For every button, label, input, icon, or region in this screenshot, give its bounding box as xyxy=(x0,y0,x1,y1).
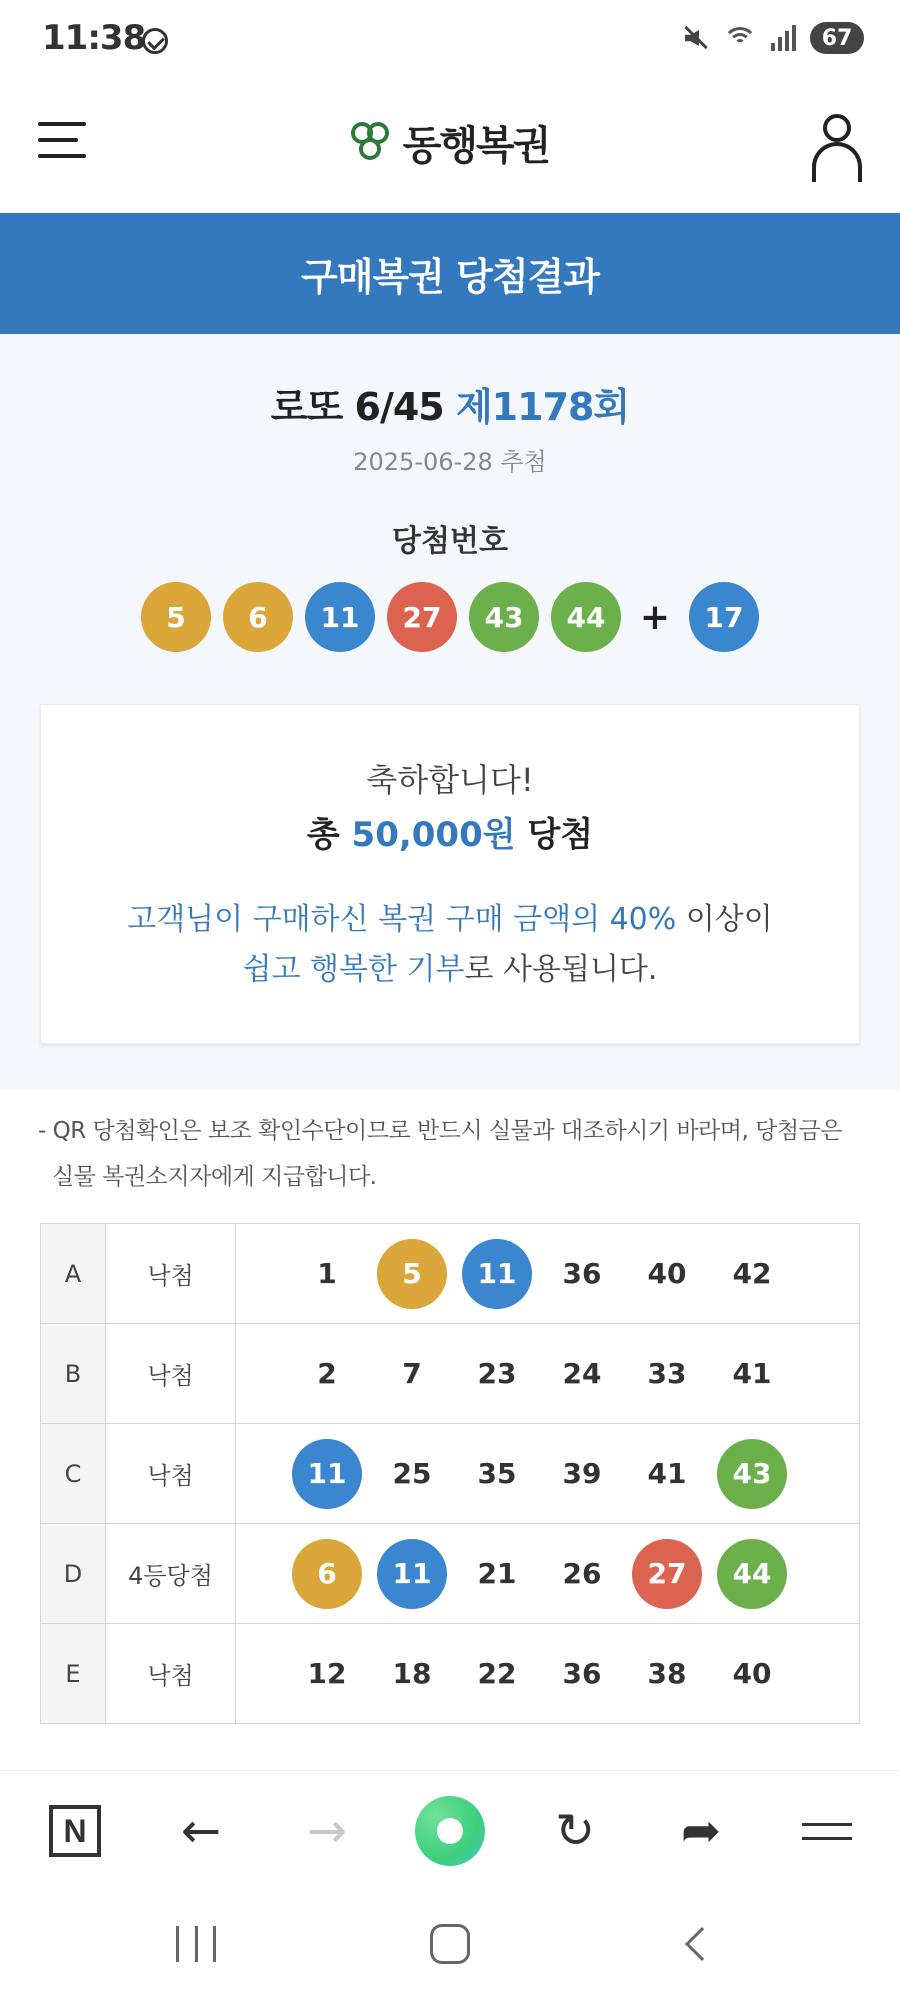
share-icon: ➦ xyxy=(680,1803,722,1859)
signal-icon xyxy=(771,25,796,51)
winning-number-ball: 27 xyxy=(387,582,457,652)
ticket-number: 35 xyxy=(477,1457,517,1490)
back-nav-icon[interactable] xyxy=(685,1927,719,1961)
ticket-number-matched: 43 xyxy=(717,1439,787,1509)
naver-n-icon: N xyxy=(49,1805,101,1857)
ticket-number: 25 xyxy=(392,1457,432,1490)
clover-logo-icon xyxy=(351,120,395,166)
status-icons xyxy=(681,22,864,54)
ticket-label: E xyxy=(41,1624,106,1724)
ticket-result: 낙첨 xyxy=(106,1224,236,1324)
browser-menu-button[interactable] xyxy=(792,1799,862,1863)
ticket-number: 38 xyxy=(647,1657,687,1690)
ticket-number: 2 xyxy=(317,1357,337,1390)
notice-line-1: - QR 당첨확인은 보조 확인수단이므로 반드시 실물과 대조하시기 바라며, 당첨금은 xyxy=(38,1118,842,1144)
ticket-number-matched: 11 xyxy=(377,1539,447,1609)
ticket-numbers xyxy=(236,1624,860,1724)
ticket-number: 33 xyxy=(647,1357,687,1390)
back-arrow-icon: ← xyxy=(180,1803,222,1859)
site-header xyxy=(0,80,900,213)
donate-rest-2: 로 사용됩니다. xyxy=(464,952,658,987)
ticket-number: 42 xyxy=(732,1257,772,1290)
ticket-number: 24 xyxy=(562,1357,602,1390)
donate-rest-1: 이상이 xyxy=(676,902,773,937)
total-amount: 50,000원 xyxy=(351,815,516,855)
ticket-label: B xyxy=(41,1324,106,1424)
ticket-number: 41 xyxy=(732,1357,772,1390)
ticket-number: 23 xyxy=(477,1357,517,1390)
ticket-number: 36 xyxy=(562,1257,602,1290)
ticket-number: 1 xyxy=(317,1257,337,1290)
reload-icon: ↻ xyxy=(554,1803,596,1859)
status-bar xyxy=(0,0,900,80)
ticket-number: 12 xyxy=(307,1657,347,1690)
green-dot-icon xyxy=(415,1796,485,1866)
ticket-row xyxy=(41,1224,860,1324)
ticket-numbers xyxy=(236,1524,860,1624)
draw-title xyxy=(0,376,900,431)
mute-icon xyxy=(681,24,709,52)
total-suffix: 당첨 xyxy=(527,815,594,855)
ticket-table xyxy=(40,1223,860,1724)
donation-message xyxy=(41,895,859,995)
ticket-number-matched: 5 xyxy=(377,1239,447,1309)
qr-notice xyxy=(38,1108,868,1200)
ticket-row xyxy=(41,1424,860,1524)
reload-button[interactable] xyxy=(540,1799,610,1863)
ticket-numbers xyxy=(236,1224,860,1324)
ticket-number-matched: 27 xyxy=(632,1539,702,1609)
back-button[interactable] xyxy=(166,1799,236,1863)
ticket-numbers xyxy=(236,1424,860,1524)
battery-indicator: 67 xyxy=(810,22,864,54)
ticket-number: 41 xyxy=(647,1457,687,1490)
ticket-numbers xyxy=(236,1324,860,1424)
page-title: 구매복권 당첨결과 xyxy=(301,255,599,299)
ticket-number-matched: 11 xyxy=(292,1439,362,1509)
prize-card xyxy=(40,704,860,1044)
game-name: 로또 6/45 xyxy=(270,385,444,429)
home-button[interactable] xyxy=(415,1799,485,1863)
menu-lines-icon xyxy=(802,1819,852,1843)
ticket-number: 18 xyxy=(392,1657,432,1690)
winning-number-ball: 6 xyxy=(223,582,293,652)
share-button[interactable] xyxy=(666,1799,736,1863)
winning-number-ball: 5 xyxy=(141,582,211,652)
winning-numbers-label: 당첨번호 xyxy=(392,524,508,559)
ticket-result: 낙첨 xyxy=(106,1324,236,1424)
ticket-result: 낙첨 xyxy=(106,1624,236,1724)
notice-line-2: 실물 복권소지자에게 지급합니다. xyxy=(52,1164,377,1190)
ticket-number: 22 xyxy=(477,1657,517,1690)
ticket-row xyxy=(41,1624,860,1724)
bonus-plus-sign: + xyxy=(639,596,671,638)
bonus-number-ball: 17 xyxy=(689,582,759,652)
total-prefix: 총 xyxy=(306,815,340,855)
browser-toolbar xyxy=(0,1770,900,1890)
page-banner xyxy=(0,213,900,334)
draw-date: 2025-06-28 추첨 xyxy=(353,448,547,476)
forward-button[interactable] xyxy=(292,1799,362,1863)
site-logo[interactable] xyxy=(0,114,900,171)
logo-text: 동행복권 xyxy=(402,123,550,169)
ticket-number: 7 xyxy=(402,1357,422,1390)
winning-numbers xyxy=(0,582,900,652)
ticket-row xyxy=(41,1324,860,1424)
ticket-number: 40 xyxy=(647,1257,687,1290)
total-prize xyxy=(41,807,859,856)
ticket-number: 21 xyxy=(477,1557,517,1590)
ticket-number-matched: 11 xyxy=(462,1239,532,1309)
draw-round: 제1178회 xyxy=(455,385,630,429)
ticket-label: C xyxy=(41,1424,106,1524)
draw-result-section xyxy=(0,334,900,1090)
winning-number-ball: 43 xyxy=(469,582,539,652)
ticket-number: 40 xyxy=(732,1657,772,1690)
donate-highlight-1: 고객님이 구매하신 복권 구매 금액의 40% xyxy=(127,902,677,937)
ticket-result: 4등당첨 xyxy=(106,1524,236,1624)
congrats-text: 축하합니다! xyxy=(366,761,534,799)
ticket-label: A xyxy=(41,1224,106,1324)
donate-highlight-2: 쉽고 행복한 기부 xyxy=(242,952,465,987)
ticket-result: 낙첨 xyxy=(106,1424,236,1524)
ticket-number: 39 xyxy=(562,1457,602,1490)
ticket-number: 26 xyxy=(562,1557,602,1590)
ticket-number-matched: 44 xyxy=(717,1539,787,1609)
ticket-number-matched: 6 xyxy=(292,1539,362,1609)
ticket-row xyxy=(41,1524,860,1624)
status-time: 11:38 xyxy=(42,18,146,58)
home-nav-icon[interactable] xyxy=(430,1924,470,1964)
winning-number-ball: 44 xyxy=(551,582,621,652)
ticket-label: D xyxy=(41,1524,106,1624)
recent-apps-icon[interactable] xyxy=(176,1926,216,1962)
user-icon[interactable] xyxy=(810,114,864,168)
forward-arrow-icon: → xyxy=(306,1803,348,1859)
android-nav-bar xyxy=(0,1890,900,2000)
sync-check-icon xyxy=(142,28,168,54)
ticket-number: 36 xyxy=(562,1657,602,1690)
winning-number-ball: 11 xyxy=(305,582,375,652)
wifi-icon xyxy=(723,25,757,51)
naver-n-button[interactable] xyxy=(40,1799,110,1863)
